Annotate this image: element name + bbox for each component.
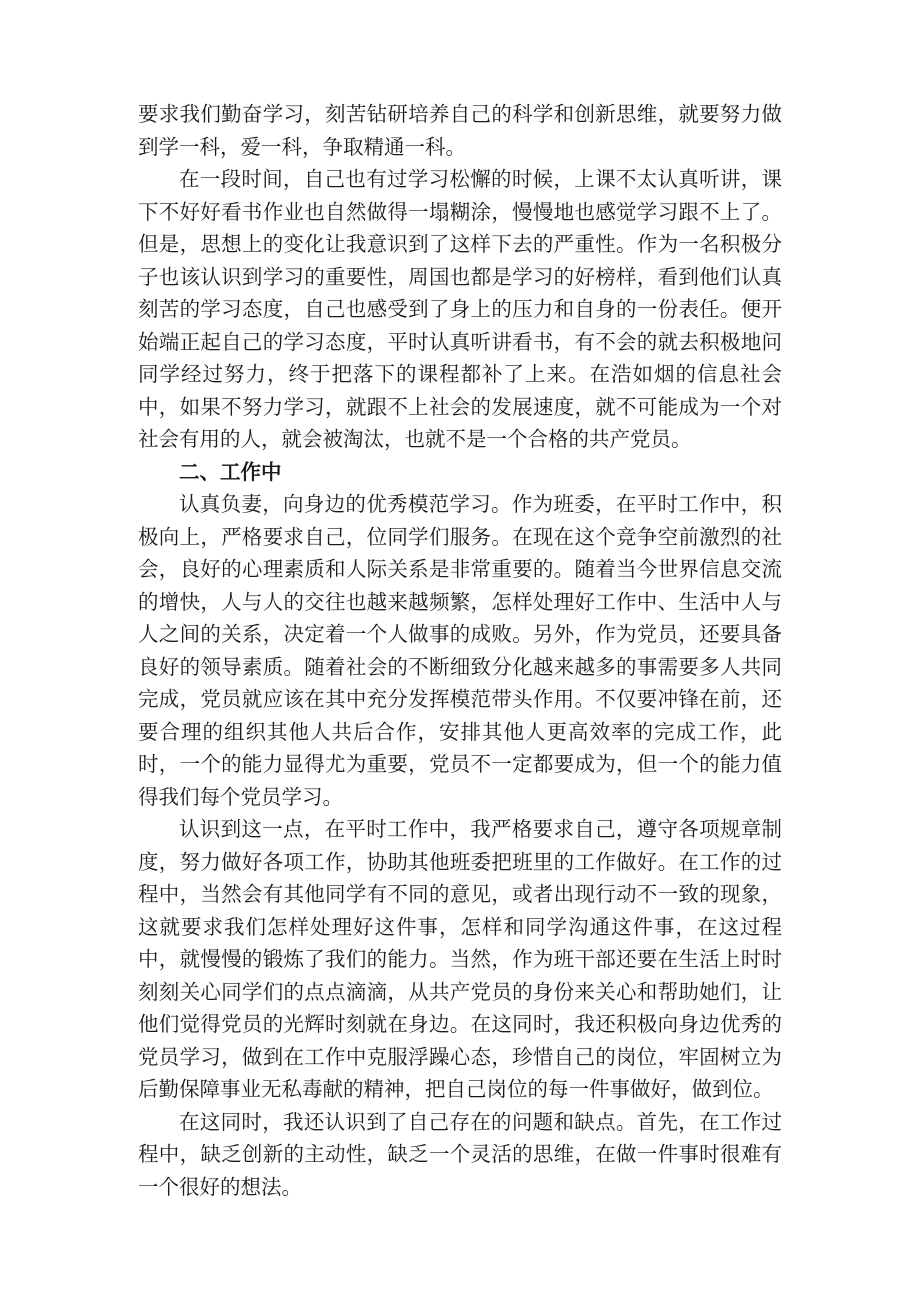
- paragraph-study-attitude: 在一段时间，自己也有过学习松懈的时候，上课不太认真听讲，课下不好好看书作业也自然做得一塌糊涂，慢慢地也感觉学习跟不上了。但是，思想上的变化让我意识到了这样下去的严重性。作为一名积极分子也该认识到学习的重要性，周国也都是学习的好榜样，看到他们认真刻苦的学习态度，自己也感受到了身上的压力和自身的一份表任。便开始端正起自己的学习态度，平时认真听讲看书，有不会的就去积极地问同学经过努力，终于把落下的课程都补了上来。在浩如烟的信息社会中，如果不努力学习，就跟不上社会的发展速度，就不可能成为一个对社会有用的人，就会被淘汰，也就不是一个合格的共产党员。: [138, 167, 782, 451]
- paragraph-continuation: 要求我们勤奋学习，刻苦钻研培养自己的科学和创新思维，就要努力做到学一科，爱一科，争取精通一科。: [138, 102, 782, 159]
- document-page: [138, 98, 782, 1203]
- paragraph-work-practice: 认识到这一点，在平时工作中，我严格要求自己，遵守各项规章制度，努力做好各项工作，协助其他班委把班里的工作做好。在工作的过程中，当然会有其他同学有不同的意见，或者出现行动不一致的现象，这就要求我们怎样处理好这件事，怎样和同学沟通这件事，在这过程中，就慢慢的锻炼了我们的能力。当然，作为班干部还要在生活上时时刻刻关心同学们的点点滴滴，从共产党员的身份来关心和帮助她们，让他们觉得党员的光辉时刻就在身边。在这同时，我还积极向身边优秀的党员学习，做到在工作中克服浮躁心态，珍惜自己的岗位，牢固树立为后勤保障事业无私毒献的精神，把自己岗位的每一件事做好，做到位。: [138, 817, 782, 1101]
- section-heading-work: 二、工作中: [179, 459, 282, 484]
- paragraph-work-responsibility: 认真负妻，向身边的优秀模范学习。作为班委，在平时工作中，积极向上，严格要求自己，位同学们服务。在现在这个竞争空前激烈的社会，良好的心理素质和人际关系是非常重要的。随着当今世界信息交流的增快，人与人的交往也越来越频繁，怎样处理好工作中、生活中人与人之间的关系，决定着一个人做事的成败。另外，作为党员，还要具备良好的领导素质。随着社会的不断细致分化越来越多的事需要多人共同完成，党员就应该在其中充分发挥模范带头作用。不仅要冲锋在前，还要合理的组织其他人共后合作，安排其他人更高效率的完成工作，此时，一个的能力显得尤为重要，党员不一定都要成为，但一个的能力值得我们每个党员学习。: [138, 492, 782, 809]
- paragraph-shortcomings: 在这同时，我还认识到了自己存在的问题和缺点。首先，在工作过程中，缺乏创新的主动性，缺乏一个灵活的思维，在做一件事时很难有一个很好的想法。: [138, 1109, 782, 1199]
